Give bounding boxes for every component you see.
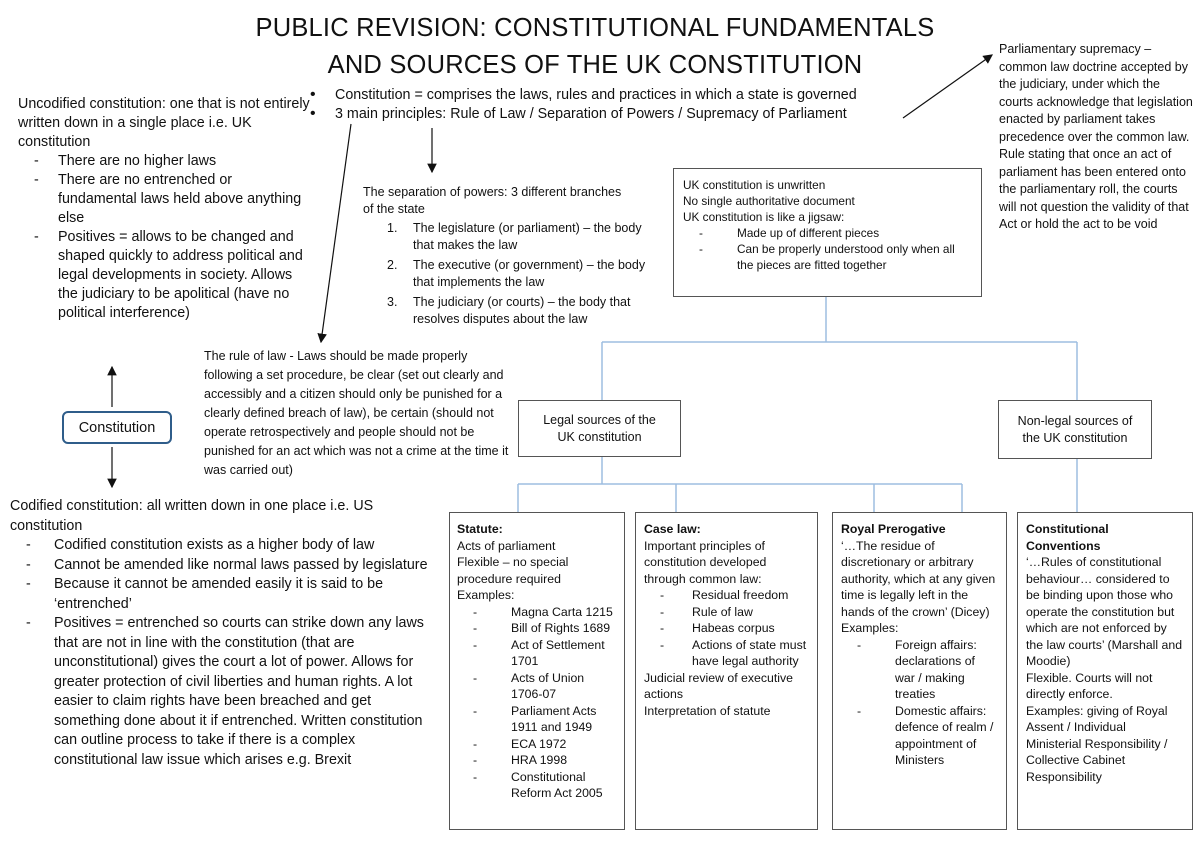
list-item: - Rule of law <box>644 604 809 621</box>
separation-heading: The separation of powers: 3 different branches of the state <box>363 185 622 216</box>
separation-section <box>363 184 653 328</box>
statute-list <box>457 604 617 802</box>
list-item: - Positives = allows to be changed and shaped quickly to address political and legal developments in society. Allows the judiciary to be apolitical (have no political interference) <box>18 228 312 323</box>
legal-sources-label: Legal sources of the UK constitution <box>543 412 656 444</box>
royal-heading: Royal Prerogative <box>841 522 946 536</box>
constitution-box <box>62 411 172 444</box>
legal-sources-box <box>518 400 681 457</box>
case-law-line: Judicial review of executive actions <box>644 670 793 701</box>
title-line-1: PUBLIC REVISION: CONSTITUTIONAL FUNDAMENTALS <box>255 14 935 42</box>
bullet-constitution-definition: • Constitution = comprises the laws, rules and practices in which a state is governed <box>310 86 910 105</box>
list-item: - Positives = entrenched so courts can strike down any laws that are not in line with the constitution (that are unconstitutional) gives the court a lot of power. Allows for greater protection of civil liberties and human rights. A lot easier to claim rights have been breached and get something done about it if entrenched. Written constitution can outline process to take if there is a complex constitutional law issue which arises e.g. Brexit <box>10 614 431 770</box>
list-item: - Acts of Union 1706-07 <box>457 670 617 703</box>
constitution-label: Constitution <box>78 419 156 436</box>
supremacy-text: Parliamentary supremacy – common law doctrine accepted by the judiciary, under which the courts acknowledge that legislation enacted by parliament takes precedence over the common law. Rule stating that once an act of parliament has been entered onto the parliamentary roll, the courts will not question the validity of that Act or hold the act to be void <box>999 42 1193 231</box>
list-item: 2. The executive (or government) – the body that implements the law <box>387 258 646 289</box>
uncodified-list <box>18 152 318 323</box>
list-item: - Actions of state must have legal authority <box>644 637 809 670</box>
nonlegal-sources-box <box>998 400 1152 459</box>
uk-list <box>683 225 972 273</box>
list-item: - Foreign affairs: declarations of war / making treaties <box>841 637 998 703</box>
separation-list <box>363 220 653 328</box>
arrow-to-rule-of-law <box>321 124 351 342</box>
case-law-heading: Case law: <box>644 522 701 536</box>
list-item: - Magna Carta 1215 <box>457 604 617 621</box>
list-item: - Parliament Acts 1911 and 1949 <box>457 703 617 736</box>
statute-line: Flexible – no special procedure required <box>457 555 569 586</box>
list-item: - Cannot be amended like normal laws passed by legislature <box>10 556 431 576</box>
title-line-2: AND SOURCES OF THE UK CONSTITUTION <box>327 51 863 79</box>
list-item: - Habeas corpus <box>644 620 809 637</box>
royal-list <box>841 637 998 769</box>
conventions-heading: Constitutional Conventions <box>1026 522 1109 553</box>
uk-line: UK constitution is unwritten <box>683 178 826 192</box>
list-item: - Residual freedom <box>644 587 809 604</box>
uncodified-section <box>18 95 318 323</box>
royal-prerogative-box <box>832 512 1007 830</box>
statute-box <box>449 512 625 830</box>
list-item: - Domestic affairs: defence of realm / appointment of Ministers <box>841 703 998 769</box>
uk-line: No single authoritative document <box>683 194 855 208</box>
codified-list <box>10 536 435 770</box>
list-item: 1. The legislature (or parliament) – the body that makes the law <box>387 221 642 252</box>
uk-constitution-box <box>673 168 982 297</box>
case-law-list <box>644 587 809 670</box>
list-item: - Because it cannot be amended easily it is said to be ‘entrenched’ <box>10 575 431 614</box>
uncodified-heading: Uncodified constitution: one that is not entirely written down in a single place i.e. UK constitution <box>18 96 310 150</box>
bullet-three-principles: • 3 main principles: Rule of Law / Separation of Powers / Supremacy of Parliament <box>310 105 910 124</box>
list-item: 3. The judiciary (or courts) – the body that resolves disputes about the law <box>387 295 631 326</box>
royal-quote: ‘…The residue of discretionary or arbitrary authority, which at any given time is legally left in the hands of the crown’ (Dicey) <box>841 538 996 619</box>
royal-examples-label: Examples: <box>841 621 899 635</box>
page-title <box>150 10 1040 84</box>
list-item: - There are no higher laws <box>18 152 312 171</box>
case-law-line: Interpretation of statute <box>644 703 771 718</box>
top-bullets <box>310 86 910 124</box>
statute-line: Examples: <box>457 588 515 602</box>
conventions-flexible: Flexible. Courts will not directly enforce. <box>1026 670 1153 701</box>
list-item: - HRA 1998 <box>457 752 617 769</box>
list-item: - ECA 1972 <box>457 736 617 753</box>
list-item: - Bill of Rights 1689 <box>457 620 617 637</box>
uk-line: UK constitution is like a jigsaw: <box>683 210 845 224</box>
case-law-box <box>635 512 818 830</box>
codified-heading: Codified constitution: all written down in one place i.e. US constitution <box>10 498 374 534</box>
conventions-box <box>1017 512 1193 830</box>
nonlegal-sources-label: Non-legal sources of the UK constitution <box>1017 413 1133 445</box>
list-item: - Made up of different pieces <box>683 225 966 241</box>
codified-section <box>10 497 435 770</box>
conventions-examples: Examples: giving of Royal Assent / Individual Ministerial Responsibility / Collective Cabinet Responsibility <box>1026 703 1168 784</box>
list-item: - Codified constitution exists as a higher body of law <box>10 536 431 556</box>
rule-of-law-text: The rule of law - Laws should be made properly following a set procedure, be clear (set out clearly and accessibly and a citizen should only be punished for a clearly defined breach of law), be certain (should not operate retrospectively and people should not be punished for an act which was not a crime at the time it was carried out) <box>204 349 509 477</box>
statute-line: Acts of parliament <box>457 538 556 553</box>
list-item: - Can be properly understood only when all the pieces are fitted together <box>683 241 966 273</box>
list-item: - Constitutional Reform Act 2005 <box>457 769 617 802</box>
list-item: - Act of Settlement 1701 <box>457 637 617 670</box>
case-law-intro: Important principles of constitution developed through common law: <box>644 538 767 586</box>
statute-heading: Statute: <box>457 522 503 536</box>
list-item: - There are no entrenched or fundamental laws held above anything else <box>18 171 312 228</box>
conventions-quote: ‘…Rules of constitutional behaviour… considered to be binding upon those who operate the constitution but which are not enforced by the law courts’ (Marshall and Moodie) <box>1026 555 1183 668</box>
